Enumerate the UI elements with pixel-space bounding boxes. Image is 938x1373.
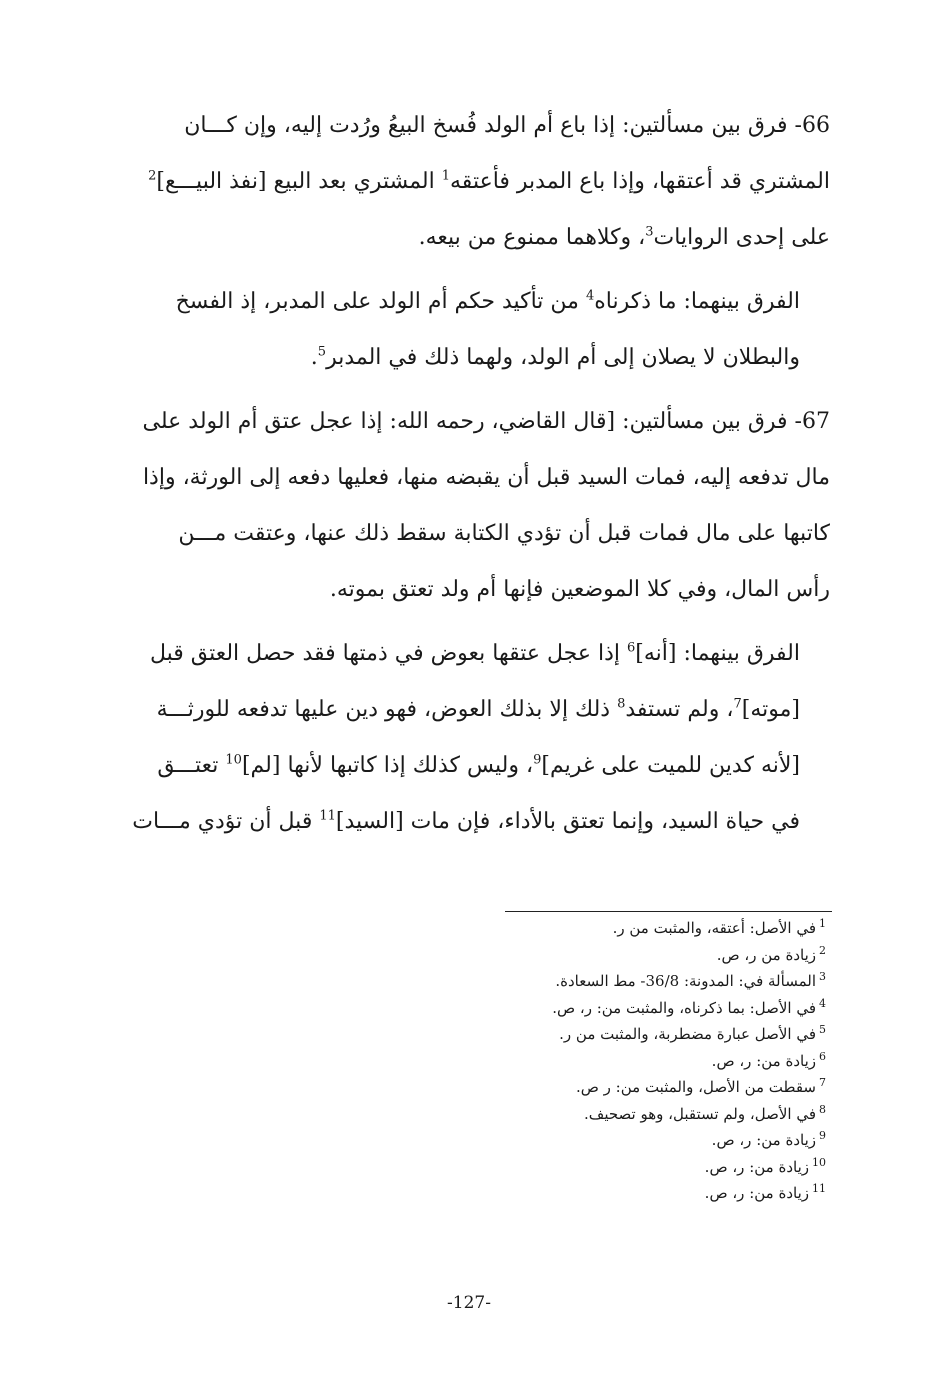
footnote-text: زيادة من: ر، ص. bbox=[704, 1184, 809, 1202]
text-line bbox=[110, 794, 830, 850]
paragraph bbox=[110, 394, 830, 618]
text-segment: قبل أن تؤدي مـــات bbox=[132, 809, 320, 834]
text-segment: في حياة السيد، وإنما تعتق بالأداء، فإن مات [السيد] bbox=[335, 809, 800, 834]
text-segment: رأس المال، وفي كلا الموضعين فإنها أم ولد تعتق بموته. bbox=[329, 577, 830, 602]
footnote bbox=[466, 995, 826, 1022]
footnote-number: 11 bbox=[812, 1182, 826, 1195]
footnote-text: زيادة من: ر، ص. bbox=[711, 1051, 816, 1070]
text-segment: على إحدى الروايات bbox=[653, 225, 830, 250]
footnote-number: 9 bbox=[819, 1129, 826, 1142]
footnote-ref: 5 bbox=[317, 344, 327, 360]
footnote-text: في الأصل: بما ذكرناه، والمثبت من: ر، ص. bbox=[552, 998, 816, 1017]
text-segment: المشتري قد أعتقها، وإذا باع المدبر فأعتقه bbox=[450, 169, 830, 194]
footnote bbox=[466, 1048, 826, 1075]
text-line bbox=[110, 450, 830, 506]
text-line bbox=[110, 210, 830, 266]
text-segment: ، وليس كذلك إذا كاتبها لأنها [لم] bbox=[241, 753, 534, 778]
footnote-ref: 9 bbox=[533, 752, 542, 768]
text-line bbox=[110, 330, 830, 386]
text-segment: تعتـــق bbox=[157, 753, 226, 778]
main-text bbox=[110, 98, 830, 858]
paragraph bbox=[110, 98, 830, 266]
footnote-number: 1 bbox=[819, 917, 826, 930]
text-line bbox=[110, 506, 830, 562]
footnote-text: سقطت من الأصل، والمثبت من: ر ص. bbox=[576, 1078, 816, 1096]
text-line bbox=[110, 154, 830, 210]
text-segment: إذا عجل عتقها بعوض في ذمتها فقد حصل العتق قبل bbox=[149, 641, 627, 666]
footnote bbox=[466, 968, 826, 995]
text-segment: كاتبها على مال فمات قبل أن تؤدي الكتابة سقط ذلك عنها، وعتقت مـــن bbox=[178, 521, 830, 546]
text-segment: الفرق بينهما: [أنه] bbox=[635, 641, 800, 666]
footnote-number: 2 bbox=[819, 943, 826, 957]
text-segment: المشتري بعد البيع [نفذ البيـــع] bbox=[156, 169, 442, 194]
footnote bbox=[466, 1127, 826, 1154]
footnote-text: زيادة من: ر، ص. bbox=[704, 1157, 809, 1176]
footnote-number: 8 bbox=[819, 1102, 826, 1116]
footnote-ref: 3 bbox=[645, 224, 654, 240]
footnote bbox=[466, 1021, 826, 1048]
text-segment: . bbox=[310, 345, 318, 370]
footnote-text: زيادة من: ر، ص. bbox=[711, 1131, 816, 1149]
text-line bbox=[110, 274, 830, 330]
footnote-ref: 6 bbox=[627, 640, 636, 656]
footnote-ref: 10 bbox=[225, 752, 242, 768]
footnotes bbox=[466, 915, 826, 1207]
text-segment: [لأنه كدين للميت على غريم] bbox=[541, 753, 800, 778]
text-segment: ، وكلاهما ممنوع من بيعه. bbox=[418, 225, 646, 250]
footnote-ref: 4 bbox=[585, 288, 595, 304]
footnote-ref: 8 bbox=[617, 696, 626, 712]
footnote bbox=[466, 1154, 826, 1181]
footnote-number: 10 bbox=[812, 1155, 826, 1169]
paragraph bbox=[110, 274, 830, 386]
text-line bbox=[110, 394, 830, 450]
text-segment: والبطلان لا يصلان إلى أم الولد، ولهما ذلك في المدبر bbox=[326, 345, 800, 370]
text-line bbox=[110, 626, 830, 682]
text-line bbox=[110, 562, 830, 618]
footnote bbox=[466, 1074, 826, 1101]
text-segment: الفرق بينهما: ما ذكرناه bbox=[594, 289, 800, 314]
footnote-text: زيادة من ر، ص. bbox=[716, 945, 816, 964]
footnote-text: المسألة في: المدونة: 36/8- مط السعادة. bbox=[555, 972, 816, 990]
footnote-ref: 1 bbox=[441, 168, 451, 184]
footnote-text: في الأصل، ولم تستقبل، وهو تصحيف. bbox=[584, 1104, 816, 1123]
text-segment: 67- فرق بين مسألتين: [قال القاضي، رحمه الله: إذا عجل عتق أم الولد على bbox=[142, 409, 830, 434]
footnote-ref: 11 bbox=[319, 808, 336, 824]
text-segment: ذلك إلا بذلك العوض، فهو دين عليها تدفعه للورثـــة bbox=[156, 697, 618, 722]
footnote-text: في الأصل عبارة مضطربة، والمثبت من ر. bbox=[559, 1025, 816, 1043]
footnote-number: 3 bbox=[819, 970, 826, 983]
page-number: -127- bbox=[447, 1293, 491, 1313]
text-segment: 66- فرق بين مسألتين: إذا باع أم الولد فُسخ البيعُ ورُدت إليه، وإن كـــان bbox=[184, 113, 830, 138]
footnote bbox=[466, 1101, 826, 1128]
footnote-ref: 2 bbox=[148, 168, 157, 184]
footnote bbox=[466, 942, 826, 969]
footnote bbox=[466, 915, 826, 942]
text-line bbox=[110, 682, 830, 738]
text-segment: من تأكيد حكم أم الولد على المدبر، إذ الفسخ bbox=[175, 289, 586, 314]
paragraph bbox=[110, 626, 830, 850]
text-line bbox=[110, 738, 830, 794]
footnote bbox=[466, 1180, 826, 1207]
text-segment: [موته] bbox=[741, 697, 800, 722]
text-segment: ، ولم تستفد bbox=[625, 697, 734, 722]
footnote-separator bbox=[505, 911, 832, 912]
footnote-number: 4 bbox=[819, 996, 826, 1010]
text-segment: مال تدفعه إليه، فمات السيد قبل أن يقبضه منها، فعليها دفعه إلى الورثة، وإذا bbox=[142, 465, 830, 490]
footnote-text: في الأصل: أعتقه، والمثبت من ر. bbox=[612, 919, 816, 937]
footnote-number: 7 bbox=[819, 1076, 826, 1089]
text-line bbox=[110, 98, 830, 154]
footnote-ref: 7 bbox=[733, 696, 742, 712]
footnote-number: 6 bbox=[819, 1049, 826, 1063]
footnote-number: 5 bbox=[819, 1023, 826, 1036]
